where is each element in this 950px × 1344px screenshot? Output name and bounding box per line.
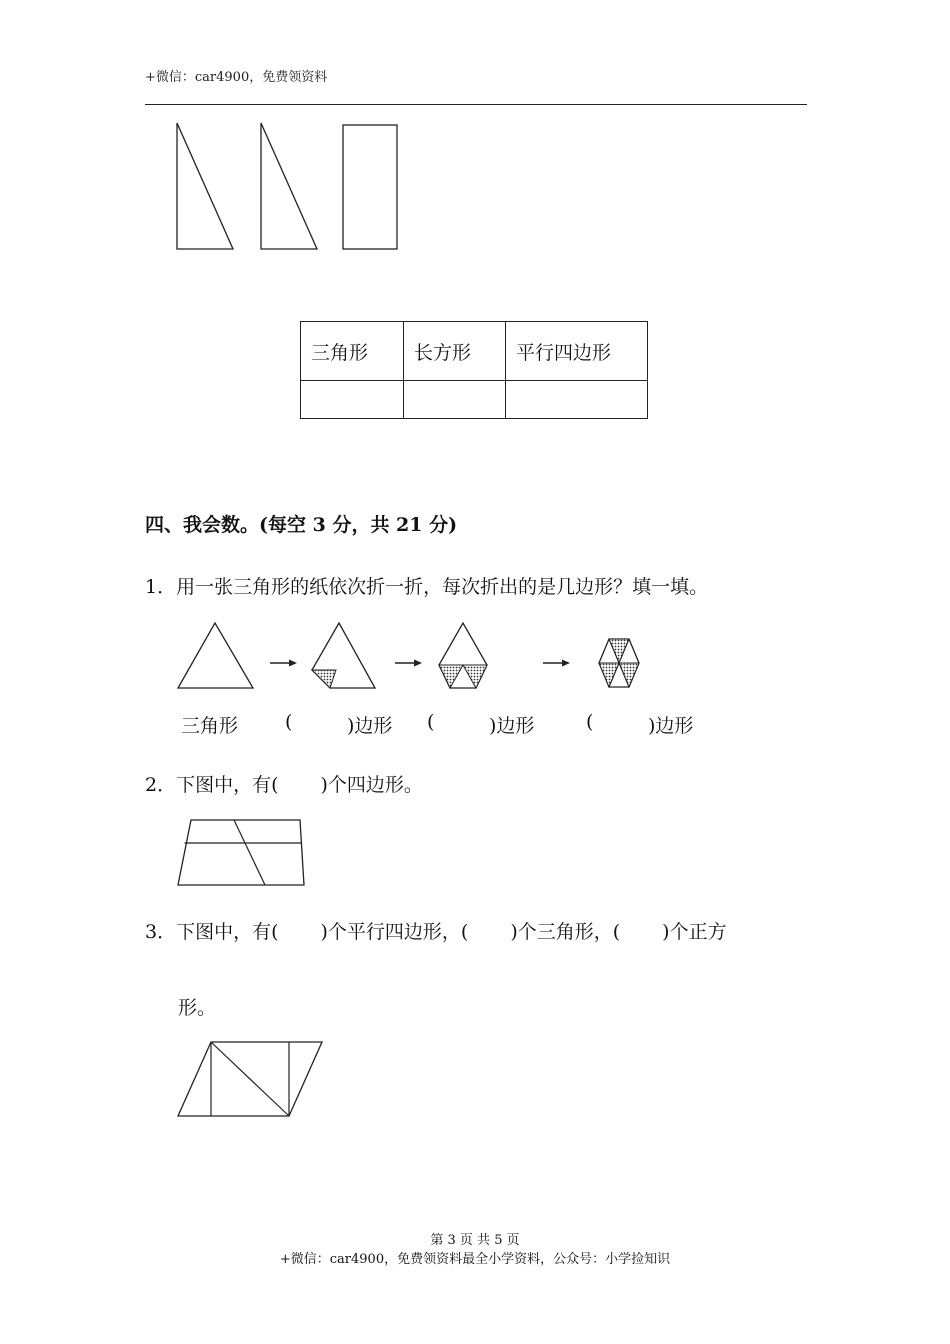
question-3-part4: )个正方 bbox=[662, 921, 727, 943]
fold-step-1-triangle bbox=[178, 623, 253, 688]
question-3-part1: 3．下图中，有( bbox=[145, 921, 279, 943]
top-shapes-figure bbox=[170, 118, 410, 258]
question-3-part2: )个平行四边形，( bbox=[320, 921, 469, 943]
answer-blank-1-open: ( bbox=[285, 711, 293, 733]
section-title: 四、我会数。(每空 3 分，共 21 分) bbox=[145, 514, 458, 536]
table-answer-cell-parallelogram[interactable] bbox=[506, 381, 648, 419]
answer-blank-2-close: )边形 bbox=[489, 715, 535, 737]
fold-step-3-shape bbox=[439, 623, 487, 688]
classification-table bbox=[300, 321, 648, 419]
rectangle-shape bbox=[343, 125, 397, 249]
table-answer-cell-triangle[interactable] bbox=[301, 381, 404, 419]
question-2-before: 2．下图中，有( bbox=[145, 774, 279, 796]
parallelogram-figure bbox=[170, 1035, 330, 1125]
page-number: 第 3 页 共 5 页 bbox=[430, 1233, 520, 1248]
question-3-text bbox=[145, 917, 727, 944]
question-2-after: )个四边形。 bbox=[320, 774, 423, 796]
question-1-text: 1．用一张三角形的纸依次折一折，每次折出的是几边形？填一填。 bbox=[145, 576, 709, 598]
table-header-triangle: 三角形 bbox=[301, 322, 404, 381]
right-triangle-2 bbox=[261, 123, 317, 249]
answer-blank-1-close: )边形 bbox=[347, 715, 393, 737]
footer-note: +微信：car4900，免费领资料最全小学资料，公众号：小学捡知识 bbox=[279, 1252, 671, 1267]
question-3-line2: 形。 bbox=[178, 997, 217, 1019]
fold-step-2-shape bbox=[312, 623, 375, 688]
question-2-text bbox=[145, 770, 423, 797]
arrow-icon bbox=[270, 660, 297, 667]
arrow-icon bbox=[395, 660, 422, 667]
quadrilateral-count-figure bbox=[170, 812, 315, 892]
table-header-row bbox=[301, 322, 648, 381]
fold-step-4-hexagon bbox=[599, 639, 639, 687]
table-answer-cell-rectangle[interactable] bbox=[404, 381, 506, 419]
table-header-rectangle: 长方形 bbox=[404, 322, 506, 381]
answer-blank-3-open: ( bbox=[586, 711, 594, 733]
answer-blank-3-close: )边形 bbox=[648, 715, 694, 737]
right-triangle-1 bbox=[177, 123, 233, 249]
answer-label-triangle: 三角形 bbox=[181, 715, 239, 737]
folding-sequence-figure bbox=[170, 615, 670, 700]
table-answer-row bbox=[301, 381, 648, 419]
table-header-parallelogram: 平行四边形 bbox=[506, 322, 648, 381]
question-3-part3: )个三角形，( bbox=[510, 921, 621, 943]
header-note: +微信：car4900，免费领资料 bbox=[145, 70, 328, 85]
answer-blank-2-open: ( bbox=[427, 711, 435, 733]
arrow-icon bbox=[543, 660, 570, 667]
header-divider bbox=[145, 104, 807, 105]
